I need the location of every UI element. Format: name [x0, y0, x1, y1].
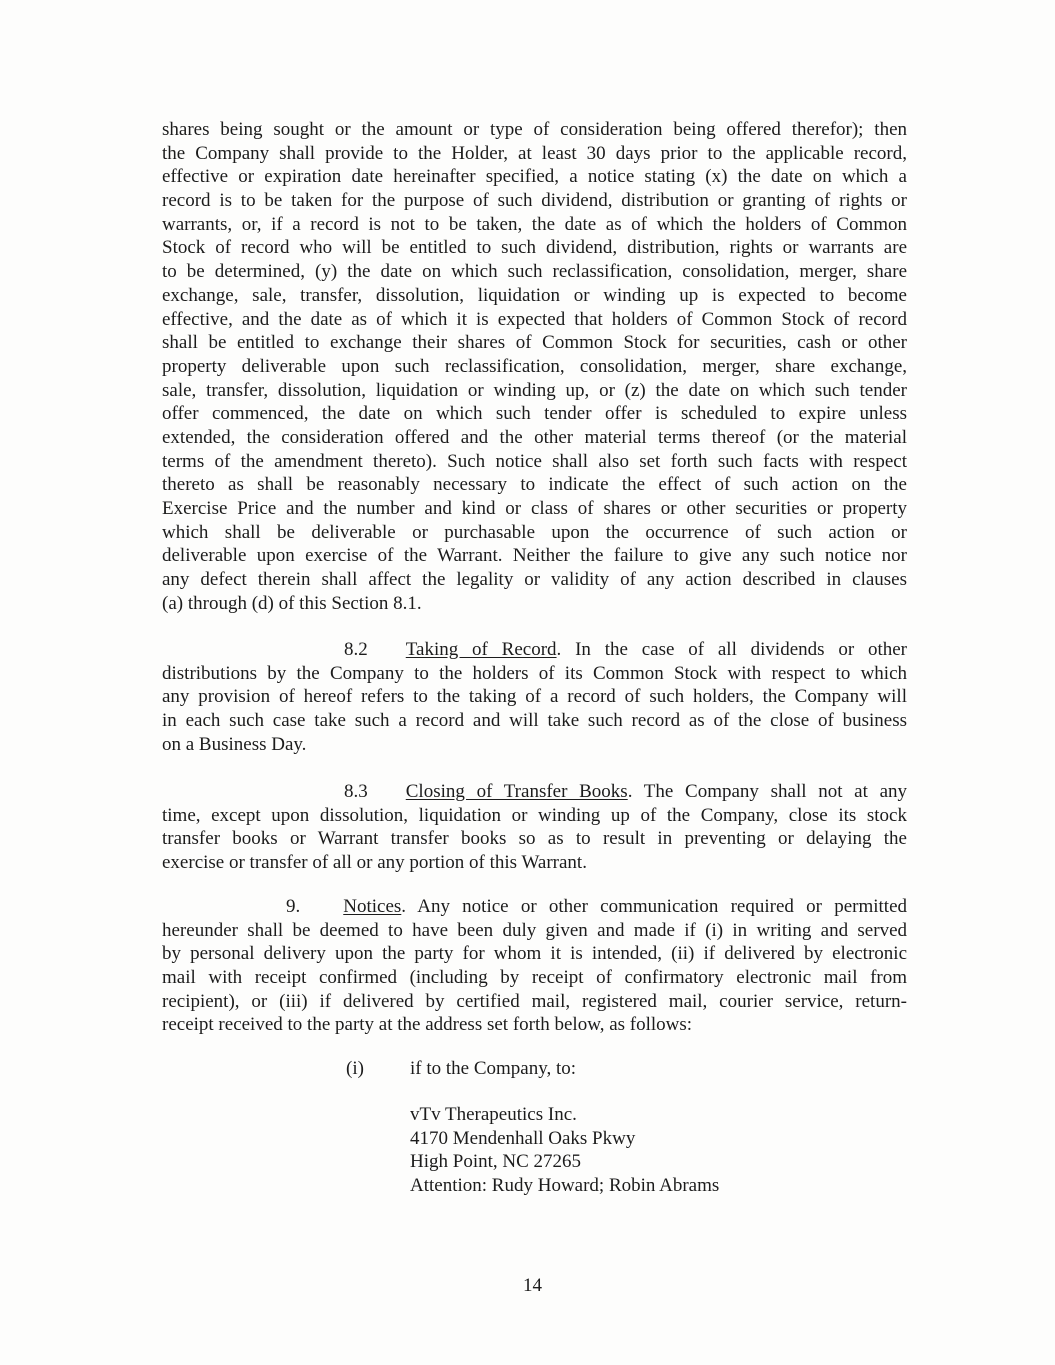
paragraph-line: Stock of record who will be entitled to such dividend, distribution, rights or warrants are — [162, 237, 907, 259]
paragraph-line: shall be entitled to exchange their shares of Common Stock for securities, cash or other — [162, 332, 907, 354]
paragraph-line: to be determined, (y) the date on which such reclassification, consolidation, merger, share — [162, 261, 907, 283]
list-item-text: if to the Company, to: — [410, 1058, 577, 1079]
paragraph-line: Exercise Price and the number and kind or class of shares or other securities or property — [162, 498, 907, 519]
paragraph-line: record is to be taken for the purpose of such dividend, distribution or granting of rights or — [162, 190, 907, 212]
paragraph-line: exercise or transfer of all or any portion of this Warrant. — [162, 852, 587, 874]
paragraph-line: extended, the consideration offered and the other material terms thereof (or the material — [162, 426, 907, 448]
paragraph-line: terms of the amendment thereto). Such notice shall also set forth such facts with respect — [162, 450, 907, 472]
paragraph-line: in each such case take such a record and will take such record as of the close of business — [162, 710, 907, 732]
section-heading: Closing of Transfer Books — [405, 781, 628, 802]
paragraph-line: distributions by the Company to the holders of its Common Stock with respect to which — [162, 662, 907, 684]
list-marker: (i) — [346, 1058, 364, 1079]
attention-line: Attention: Rudy Howard; Robin Abrams — [410, 1175, 720, 1197]
paragraph-line: any defect therein shall affect the legality or validity of any action described in clauses — [162, 569, 907, 591]
street-address: 4170 Mendenhall Oaks Pkwy — [410, 1127, 636, 1149]
paragraph-line: recipient), or (iii) if delivered by certified mail, registered mail, courier service, return- — [162, 990, 907, 1012]
section-number: 9. — [286, 896, 301, 917]
paragraph-line: offer commenced, the date on which such tender offer is scheduled to expire unless — [162, 403, 907, 425]
company-address — [410, 1103, 719, 1198]
paragraph-8-1-continued — [162, 118, 907, 615]
paragraph-line: any provision of hereof refers to the taking of a record of such holders, the Company will — [162, 686, 907, 708]
paragraph-line: sale, transfer, dissolution, liquidation or winding up, or (z) the date on which such tender — [162, 379, 907, 401]
section-heading: Notices — [343, 896, 402, 917]
section-number: 8.3 — [344, 781, 368, 802]
paragraph-line: deliverable upon exercise of the Warrant. Neither the failure to give any such notice nor — [162, 545, 907, 567]
paragraph-line: transfer books or Warrant transfer books so as to result in preventing or delaying the — [162, 828, 907, 850]
paragraph-line: exchange, sale, transfer, dissolution, liquidation or winding up is expected to become — [162, 284, 907, 306]
paragraph-line: warrants, or, if a record is not to be taken, the date as of which the holders of Common — [162, 213, 907, 235]
city-state-zip: High Point, NC 27265 — [410, 1151, 582, 1173]
section-number: 8.2 — [344, 639, 368, 660]
section-first-line-text: . The Company shall not at any — [627, 781, 907, 802]
section-first-line — [162, 638, 907, 662]
section-8-3 — [162, 780, 907, 875]
page-number: 14 — [523, 1275, 542, 1296]
section-first-line — [162, 895, 907, 919]
notice-item-i — [346, 1057, 576, 1081]
paragraph-line: by personal delivery upon the party for whom it is intended, (ii) if delivered by electronic — [162, 943, 907, 965]
section-first-line-text: . In the case of all dividends or other — [556, 639, 907, 660]
paragraph-line: (a) through (d) of this Section 8.1. — [162, 592, 422, 614]
paragraph-line: on a Business Day. — [162, 733, 307, 755]
paragraph-line: hereunder shall be deemed to have been duly given and made if (i) in writing and served — [162, 919, 907, 941]
company-name: vTv Therapeutics Inc. — [410, 1104, 577, 1125]
paragraph-line: which shall be deliverable or purchasable upon the occurrence of such action or — [162, 521, 907, 543]
paragraph-line: thereto as shall be reasonably necessary to indicate the effect of such action on the — [162, 474, 907, 496]
paragraph-line: property deliverable upon such reclassification, consolidation, merger, share exchange, — [162, 355, 907, 377]
paragraph-line: effective, and the date as of which it is expected that holders of Common Stock of record — [162, 308, 907, 330]
section-first-line-text: . Any notice or other communication required or permitted — [401, 896, 907, 917]
section-heading: Taking of Record — [405, 639, 557, 660]
paragraph-line: the Company shall provide to the Holder, at least 30 days prior to the applicable record, — [162, 142, 907, 164]
paragraph-line: mail with receipt confirmed (including by receipt of confirmatory electronic mail from — [162, 967, 907, 989]
section-first-line — [162, 780, 907, 804]
paragraph-line: effective or expiration date hereinafter specified, a notice stating (x) the date on which a — [162, 166, 907, 188]
paragraph-line: shares being sought or the amount or type of consideration being offered therefor); then — [162, 119, 907, 140]
section-8-2 — [162, 638, 907, 756]
section-9-notices — [162, 895, 907, 1037]
paragraph-line: receipt received to the party at the address set forth below, as follows: — [162, 1014, 693, 1036]
paragraph-line: time, except upon dissolution, liquidation or winding up of the Company, close its stock — [162, 804, 907, 826]
